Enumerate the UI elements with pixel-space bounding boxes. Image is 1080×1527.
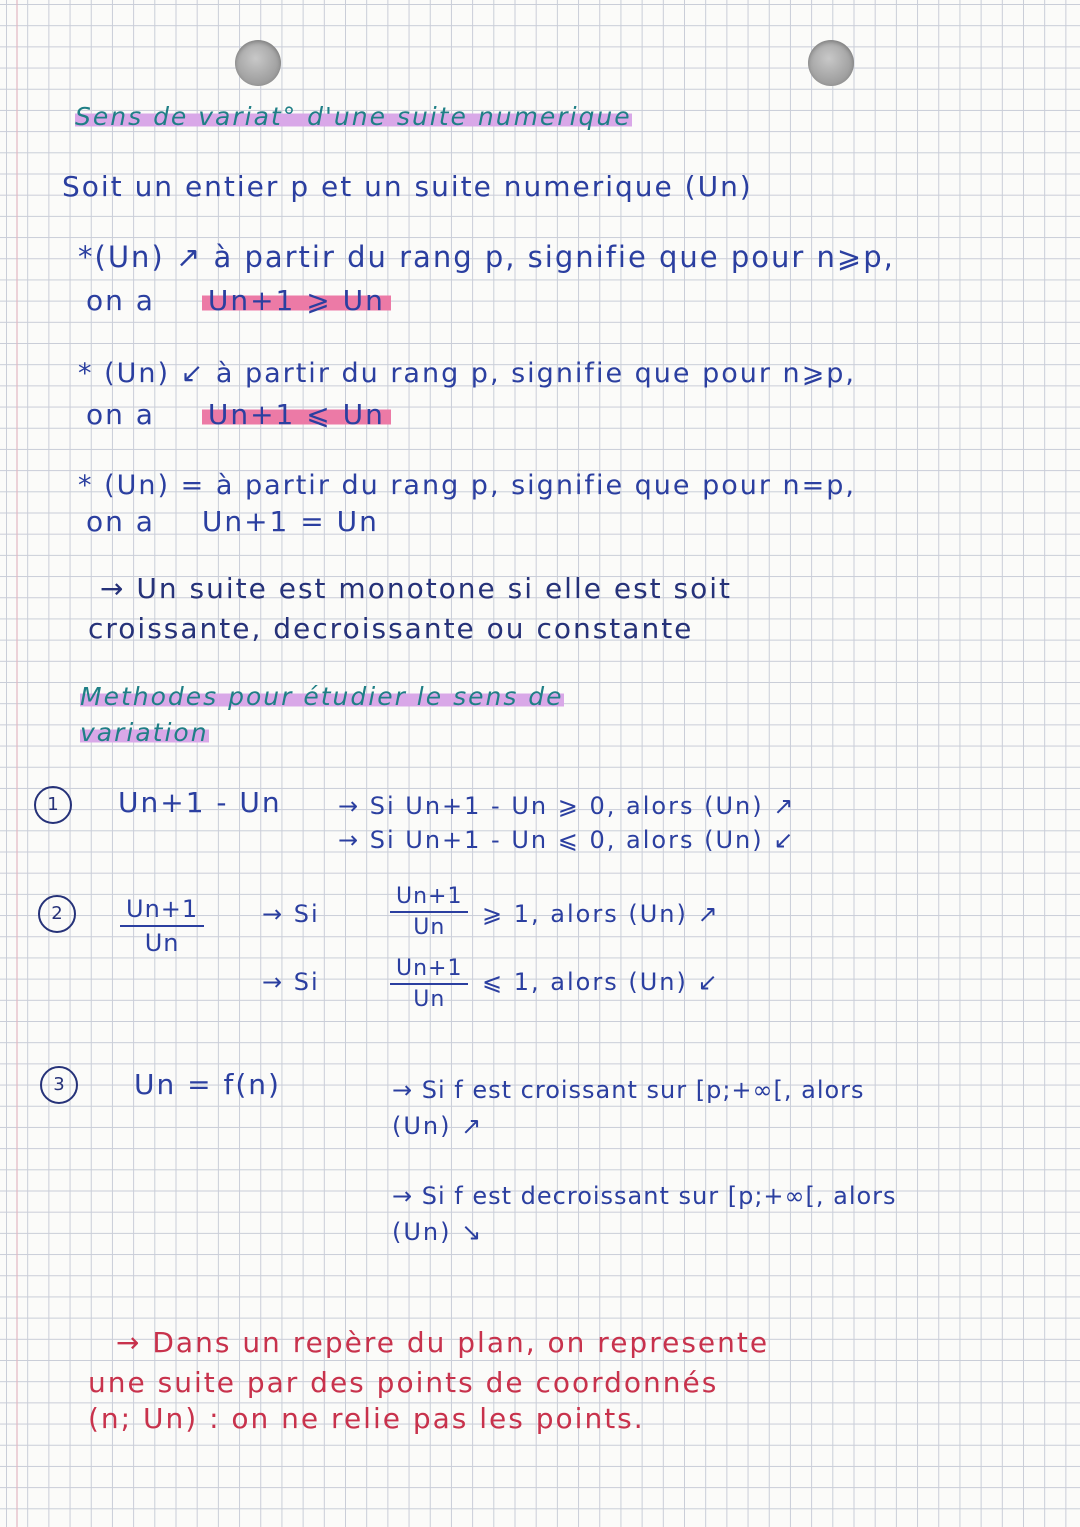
ratio-numerator: Un+1 [396,884,463,909]
note-line3: (n; Un) : on ne relie pas les points. [88,1402,645,1435]
ratio-denominator: Un [413,987,446,1012]
rule-increasing-math: Un+1 ⩾ Un [202,284,391,317]
note-line1: → Dans un repère du plan, on represente [116,1326,770,1359]
rule-prefix: on a [86,505,155,538]
method-3-expression: Un = f(n) [134,1068,281,1101]
rule-prefix: on a [86,398,155,431]
rule-decreasing-line1: * (Un) ↙ à partir du rang p, signifie que pour n⩾p, [78,358,856,389]
method-3-case1-line2: (Un) ↗ [392,1112,484,1140]
rule-increasing-line2 [86,284,391,317]
method-3-case1-line1: → Si f est croissant sur [p;+∞[, alors [392,1076,865,1104]
ratio-numerator: Un+1 [396,956,463,981]
punch-hole-right [808,40,854,86]
methods-title-text-2: variation [80,718,209,747]
ratio-numerator: Un+1 [126,895,199,923]
method-2-case2-prefix: → Si [262,968,320,996]
monotone-line2: croissante, decroissante ou constante [88,612,694,645]
method-2-case1-prefix: → Si [262,900,320,928]
rule-decreasing-line2 [86,398,391,431]
ratio-denominator: Un [413,915,446,940]
method-2-case1-suffix: ⩾ 1, alors (Un) ↗ [482,900,720,928]
method-1-case-increasing: → Si Un+1 - Un ⩾ 0, alors (Un) ↗ [338,792,796,820]
fraction-bar [390,911,468,913]
punch-hole-left [235,40,281,86]
methods-title-line1 [80,682,564,711]
methods-title-line2 [80,718,209,747]
method-number-2: 2 [38,895,76,933]
rule-prefix: on a [86,284,155,317]
methods-title-text: Methodes pour étudier le sens de [80,682,564,711]
rule-decreasing-math: Un+1 ⩽ Un [202,398,391,431]
method-2-case1-ratio [390,884,468,940]
method-1-expression: Un+1 - Un [118,786,282,819]
rule-constant-math: Un+1 = Un [201,505,379,538]
method-1-case-decreasing: → Si Un+1 - Un ⩽ 0, alors (Un) ↙ [338,826,796,854]
fraction-bar [390,983,468,985]
margin-line [16,0,18,1527]
method-3-case2-line2: (Un) ↘ [392,1218,484,1246]
ratio-denominator: Un [144,929,180,957]
method-number-1: 1 [34,786,72,824]
method-3-case2-line1: → Si f est decroissant sur [p;+∞[, alors [392,1182,897,1210]
note-line2: une suite par des points de coordonnés [88,1366,719,1399]
rule-increasing-line1: *(Un) ↗ à partir du rang p, signifie que pour n⩾p, [78,240,895,274]
monotone-line1: → Un suite est monotone si elle est soit [100,572,733,605]
rule-constant-line2 [86,505,379,538]
method-2-ratio [120,895,204,957]
intro-text: Soit un entier p et un suite numerique (Un) [62,170,753,203]
method-number-3: 3 [40,1066,78,1104]
page-title [75,102,632,131]
page-title-text: Sens de variat° d'une suite numerique [75,102,632,131]
fraction-bar [120,925,204,927]
method-2-case2-suffix: ⩽ 1, alors (Un) ↙ [482,968,720,996]
rule-constant-line1: * (Un) = à partir du rang p, signifie que pour n=p, [78,470,856,501]
method-2-case2-ratio [390,956,468,1012]
